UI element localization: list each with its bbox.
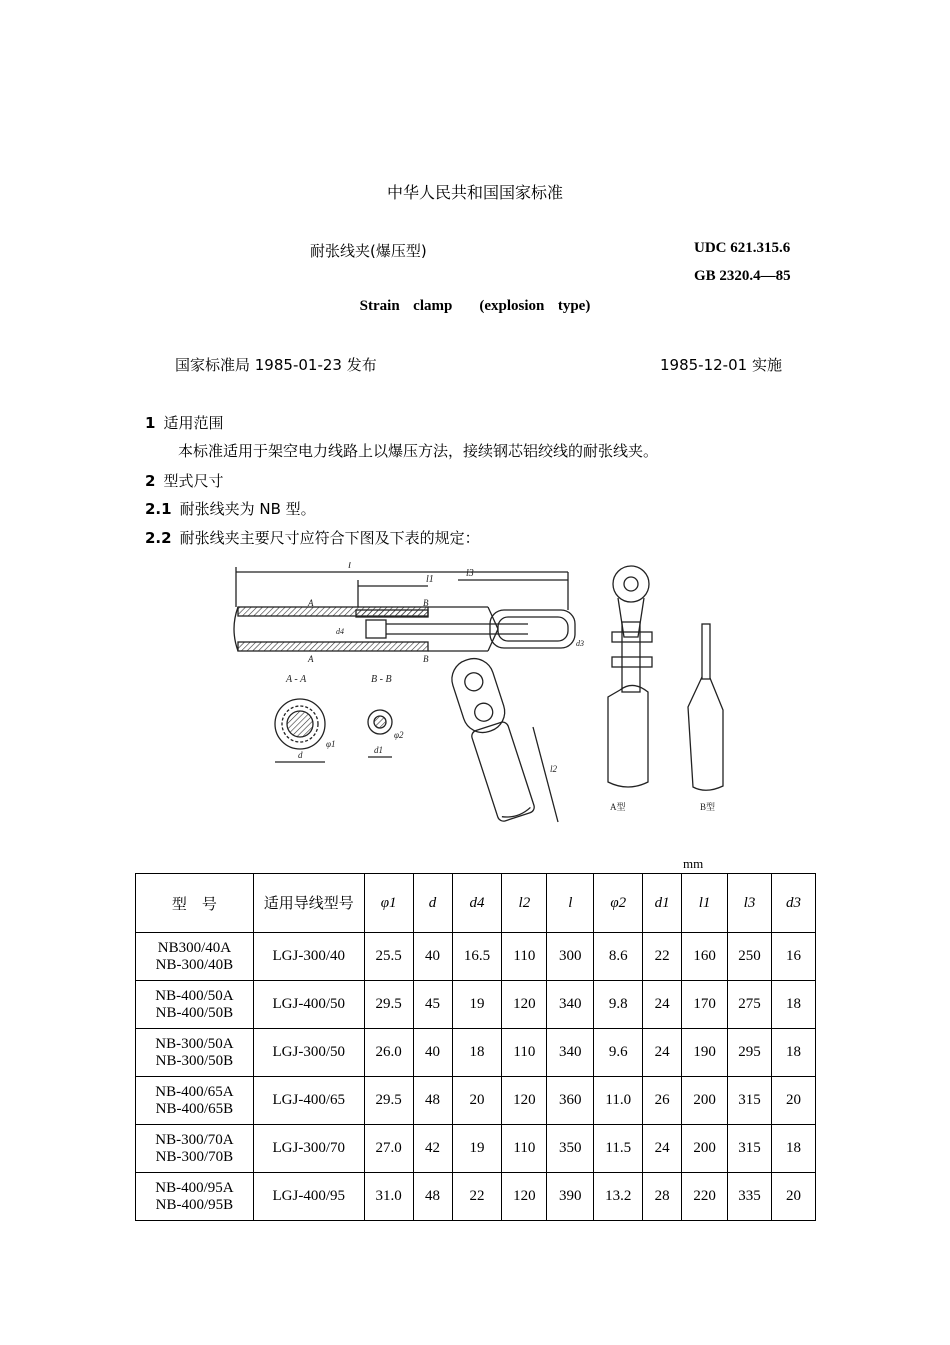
section-2-2: 2.2 耐张线夹主要尺寸应符合下图及下表的规定： <box>145 529 480 547</box>
header-d3: d3 <box>771 874 815 933</box>
header-conductor: 适用导线型号 <box>253 874 364 933</box>
dim-l3-label: l3 <box>466 568 474 579</box>
model-a: NB300/40A <box>157 939 232 956</box>
dim-l2-label: l2 <box>550 764 558 774</box>
section-2-1: 2.1 耐张线夹为 NB 型。 <box>145 500 316 518</box>
model-b: NB-300/70B <box>155 1148 234 1165</box>
value-cell: 45 <box>413 981 452 1029</box>
value-cell: 275 <box>728 981 772 1029</box>
value-cell: LGJ-400/95 <box>253 1173 364 1221</box>
unit-label: mm <box>683 856 704 871</box>
value-cell: 13.2 <box>594 1173 643 1221</box>
table-row <box>136 1125 816 1173</box>
value-cell: 25.5 <box>364 933 413 981</box>
value-cell: 24 <box>643 1125 682 1173</box>
value-cell: 48 <box>413 1077 452 1125</box>
value-cell: 110 <box>502 1125 547 1173</box>
value-cell: 11.5 <box>594 1125 643 1173</box>
model-a: NB-300/50A <box>155 1035 234 1052</box>
udc-code: UDC 621.315.6 <box>694 240 791 256</box>
header-l2: l2 <box>502 874 547 933</box>
model-cell <box>136 1077 254 1125</box>
header-l1: l1 <box>682 874 728 933</box>
header-phi2: φ2 <box>594 874 643 933</box>
section-a-top: A <box>308 598 314 608</box>
section-bb-label: B - B <box>371 674 392 685</box>
table-row <box>136 933 816 981</box>
value-cell: LGJ-400/65 <box>253 1077 364 1125</box>
value-cell: 26.0 <box>364 1029 413 1077</box>
issue-date: 国家标准局 1985-01-23 发布 <box>175 356 377 374</box>
model-b: NB-400/95B <box>155 1196 234 1213</box>
dim-d-label: d <box>298 750 303 760</box>
value-cell: 18 <box>771 981 815 1029</box>
value-cell: 110 <box>502 1029 547 1077</box>
model-cell <box>136 1125 254 1173</box>
value-cell: 9.6 <box>594 1029 643 1077</box>
model-a: NB-400/95A <box>155 1179 234 1196</box>
value-cell: 220 <box>682 1173 728 1221</box>
value-cell: LGJ-300/50 <box>253 1029 364 1077</box>
value-cell: 22 <box>643 933 682 981</box>
value-cell: 360 <box>547 1077 594 1125</box>
model-b: NB-400/65B <box>155 1100 234 1117</box>
value-cell: LGJ-300/70 <box>253 1125 364 1173</box>
model-a: NB-400/50A <box>155 987 234 1004</box>
section-1-heading: 1 适用范围 <box>145 414 224 432</box>
value-cell: 20 <box>771 1077 815 1125</box>
table-row <box>136 981 816 1029</box>
value-cell: 16.5 <box>452 933 502 981</box>
value-cell: 9.8 <box>594 981 643 1029</box>
section-b-top: B <box>423 598 429 608</box>
value-cell: 120 <box>502 1077 547 1125</box>
value-cell: 295 <box>728 1029 772 1077</box>
model-cell <box>136 1173 254 1221</box>
value-cell: 190 <box>682 1029 728 1077</box>
table-row <box>136 1029 816 1077</box>
value-cell: 26 <box>643 1077 682 1125</box>
value-cell: 27.0 <box>364 1125 413 1173</box>
gb-code: GB 2320.4—85 <box>694 268 791 284</box>
model-b: NB-300/50B <box>155 1052 234 1069</box>
model-b: NB-400/50B <box>155 1004 234 1021</box>
value-cell: 18 <box>771 1125 815 1173</box>
value-cell: 42 <box>413 1125 452 1173</box>
value-cell: 340 <box>547 981 594 1029</box>
value-cell: 28 <box>643 1173 682 1221</box>
document-title-en: Strain clamp (explosion type) <box>359 298 591 314</box>
model-cell <box>136 981 254 1029</box>
dim-l-label: l <box>348 562 352 571</box>
model-a: NB-400/65A <box>155 1083 234 1100</box>
table-header-row <box>136 874 816 933</box>
section-aa-label: A - A <box>286 674 307 685</box>
header-l3: l3 <box>728 874 772 933</box>
type-a-label: A型 <box>610 802 626 812</box>
section-1-text: 本标准适用于架空电力线路上以爆压方法，接续钢芯铝绞线的耐张线夹。 <box>178 442 659 460</box>
value-cell: LGJ-400/50 <box>253 981 364 1029</box>
model-a: NB-300/70A <box>155 1131 234 1148</box>
dim-d3-label: d3 <box>576 639 584 648</box>
value-cell: 8.6 <box>594 933 643 981</box>
value-cell: 315 <box>728 1077 772 1125</box>
value-cell: 20 <box>452 1077 502 1125</box>
table-row <box>136 1173 816 1221</box>
value-cell: 315 <box>728 1125 772 1173</box>
value-cell: 200 <box>682 1125 728 1173</box>
value-cell: 31.0 <box>364 1173 413 1221</box>
value-cell: 120 <box>502 1173 547 1221</box>
value-cell: 11.0 <box>594 1077 643 1125</box>
section-2-heading: 2 型式尺寸 <box>145 472 224 490</box>
dimensions-table <box>135 873 816 1221</box>
value-cell: 29.5 <box>364 1077 413 1125</box>
standard-header: 中华人民共和国国家标准 <box>386 183 563 202</box>
dim-l1-label: l1 <box>426 574 434 585</box>
value-cell: 29.5 <box>364 981 413 1029</box>
type-b-label: B型 <box>700 802 716 812</box>
value-cell: 300 <box>547 933 594 981</box>
value-cell: 110 <box>502 933 547 981</box>
value-cell: 48 <box>413 1173 452 1221</box>
document-title-cn: 耐张线夹(爆压型) <box>310 242 427 260</box>
value-cell: 22 <box>452 1173 502 1221</box>
table-row <box>136 1077 816 1125</box>
value-cell: 20 <box>771 1173 815 1221</box>
value-cell: 19 <box>452 981 502 1029</box>
value-cell: 16 <box>771 933 815 981</box>
strain-clamp-drawing <box>228 562 768 842</box>
value-cell: 200 <box>682 1077 728 1125</box>
header-d: d <box>413 874 452 933</box>
dim-d4-label: d4 <box>336 627 344 636</box>
value-cell: LGJ-300/40 <box>253 933 364 981</box>
header-d4: d4 <box>452 874 502 933</box>
dim-d1-label: d1 <box>374 745 383 755</box>
value-cell: 40 <box>413 1029 452 1077</box>
value-cell: 40 <box>413 933 452 981</box>
implementation-date: 1985-12-01 实施 <box>660 356 782 374</box>
value-cell: 18 <box>771 1029 815 1077</box>
value-cell: 335 <box>728 1173 772 1221</box>
header-l: l <box>547 874 594 933</box>
section-a-bottom: A <box>308 654 314 664</box>
header-d1: d1 <box>643 874 682 933</box>
value-cell: 340 <box>547 1029 594 1077</box>
model-b: NB-300/40B <box>155 956 234 973</box>
dim-phi2-label: φ2 <box>394 730 404 740</box>
value-cell: 24 <box>643 1029 682 1077</box>
header-phi1: φ1 <box>364 874 413 933</box>
value-cell: 120 <box>502 981 547 1029</box>
dim-phi1-label: φ1 <box>326 739 336 749</box>
value-cell: 18 <box>452 1029 502 1077</box>
value-cell: 250 <box>728 933 772 981</box>
value-cell: 24 <box>643 981 682 1029</box>
value-cell: 160 <box>682 933 728 981</box>
model-cell <box>136 1029 254 1077</box>
model-cell <box>136 933 254 981</box>
value-cell: 19 <box>452 1125 502 1173</box>
value-cell: 350 <box>547 1125 594 1173</box>
value-cell: 170 <box>682 981 728 1029</box>
section-b-bottom: B <box>423 654 429 664</box>
header-model: 型 号 <box>136 874 254 933</box>
value-cell: 390 <box>547 1173 594 1221</box>
